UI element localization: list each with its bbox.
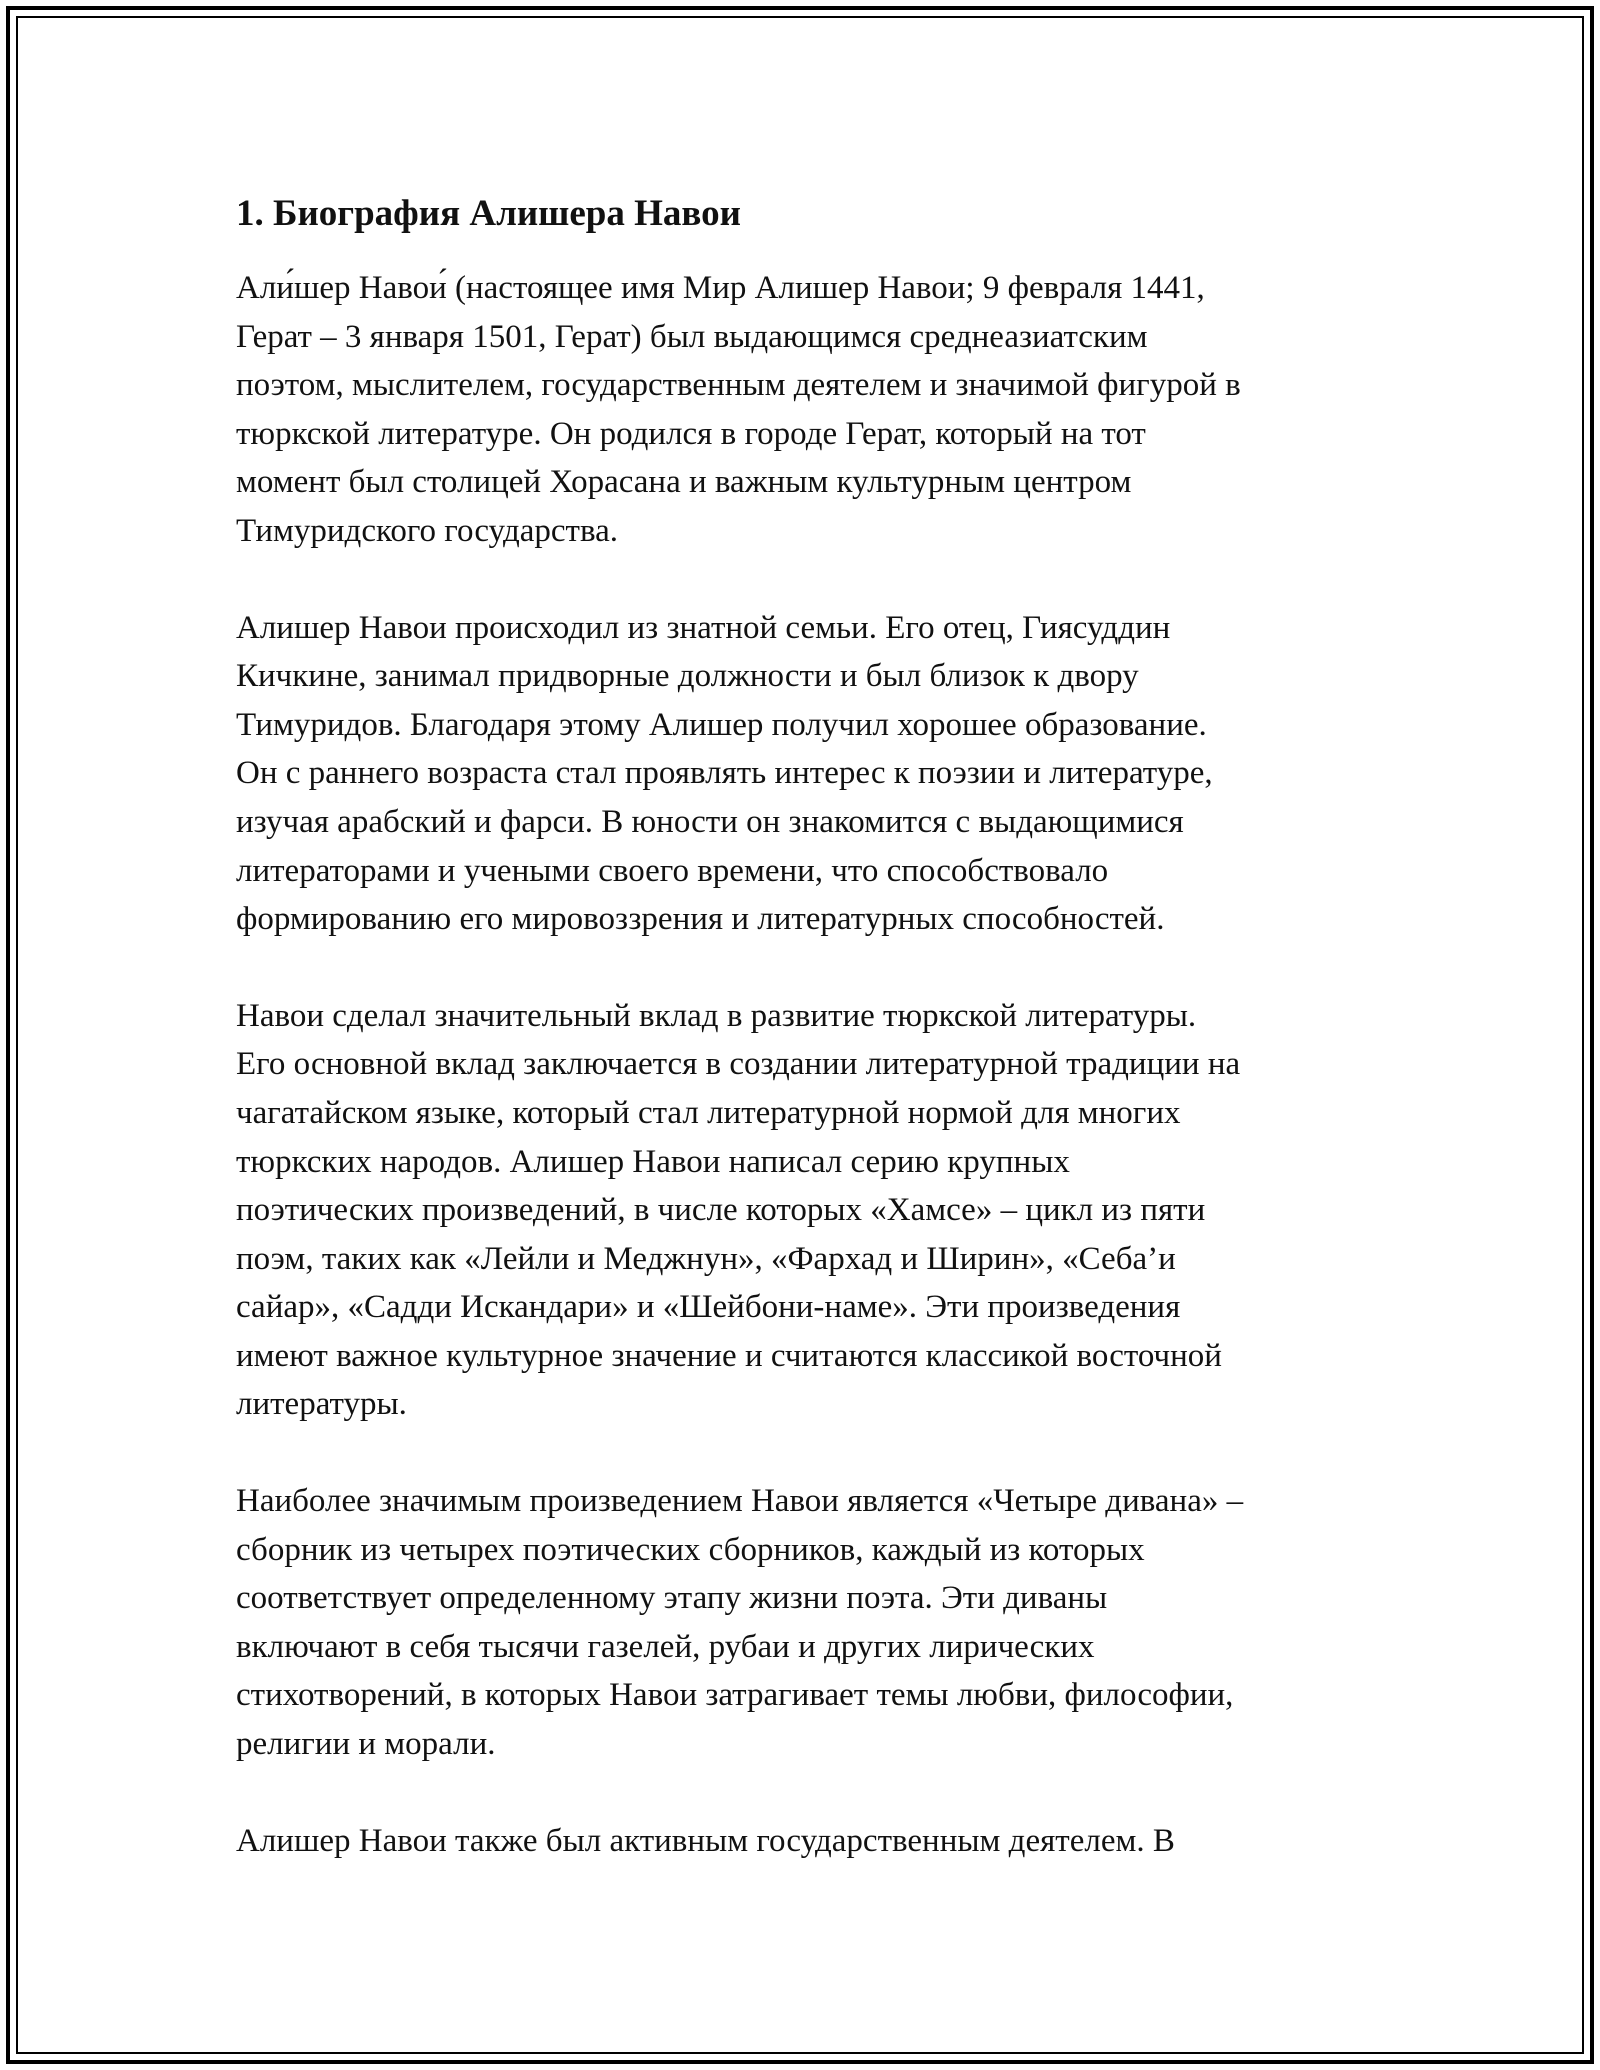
- paragraph-literary-contribution: Навои сделал значительный вклад в развитие тюркской литературы. Его основной вклад заключается в создании литературной традиции на чагатайском языке, который стал литературной нормой для многих тюркских народов. Алишер Навои написал серию крупных поэтических произведений, в числе которых «Хамсе» – цикл из пяти поэм, таких как «Лейли и Меджнун», «Фархад и Ширин», «Себа’и сайар», «Садди Искандари» и «Шейбони-наме». Эти произведения имеют важное культурное значение и считаются классикой восточной литературы.: [236, 997, 1241, 1423]
- section-heading: 1. Биография Алишера Навои: [236, 193, 741, 234]
- paragraph-statesman: Алишер Навои также был активным государственным деятелем. В: [236, 1822, 1175, 1859]
- document-body: [236, 186, 1376, 1913]
- paragraph-intro: Али́шер Навои́ (настоящее имя Мир Алишер Навои; 9 февраля 1441, Герат – 3 января 1501, Герат) был выдающимся среднеазиатским поэтом, мыслителем, государственным деятелем и значимой фигурой в тюркской литературе. Он родился в городе Герат, который на тот момент был столицей Хорасана и важным культурным центром Тимуридского государства.: [236, 270, 1241, 549]
- paragraph-family-education: Алишер Навои происходил из знатной семьи. Его отец, Гиясуддин Кичкине, занимал придворные должности и был близок к двору Тимуридов. Благодаря этому Алишер получил хорошее образование. Он с раннего возраста стал проявлять интерес к поэзии и литературе, изучая арабский и фарси. В юности он знакомится с выдающимися литераторами и учеными своего времени, что способствовало формированию его мировоззрения и литературных способностей.: [236, 609, 1213, 938]
- paragraph-four-divans: Наиболее значимым произведением Навои является «Четыре дивана» – сборник из четырех поэтических сборников, каждый из которых соответствует определенному этапу жизни поэта. Эти диваны включают в себя тысячи газелей, рубаи и других лирических стихотворений, в которых Навои затрагивает темы любви, философии, религии и морали.: [236, 1483, 1244, 1763]
